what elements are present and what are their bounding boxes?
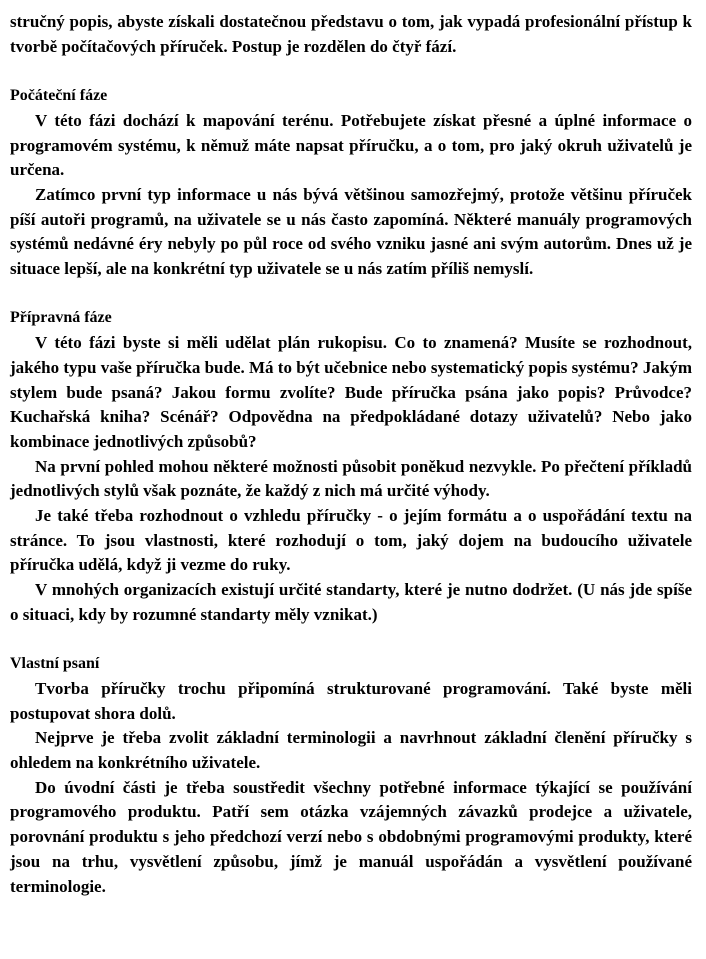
section-heading-initial-phase: Počáteční fáze (10, 87, 108, 105)
paragraph: Zatímco první typ informace u nás bývá většinou samozřejmý, protože většinu příruček píší autoři programů, na uživatele se u nás často zapomíná. Některé manuály programových systémů nedávné éry nebyly po půl roce od svého vzniku jasné ani svým autorům. Dnes už je situace lepší, ale na konkrétní typ uživatele se u nás zatím příliš nemyslí. (10, 184, 692, 279)
paragraph: Nejprve je třeba zvolit základní terminologii a navrhnout základní členění příručky s ohledem na konkrétního uživatele. (10, 728, 692, 773)
section-gap (10, 628, 692, 653)
paragraph: V této fázi dochází k mapování terénu. Potřebujete získat přesné a úplné informace o programovém systému, k němuž máte napsat příručku, a o tom, pro jaký okruh uživatelů je určena. (10, 110, 692, 180)
intro-paragraph: stručný popis, abyste získali dostatečnou představu o tom, jak vypadá profesionální přístup k tvorbě počítačových příruček. Postup je rozdělen do čtyř fází. (10, 12, 692, 56)
section-heading-writing: Vlastní psaní (10, 655, 100, 673)
section-gap (10, 59, 692, 84)
paragraph: Tvorba příručky trochu připomíná strukturované programování. Také byste měli postupovat shora dolů. (10, 678, 692, 723)
paragraph: V této fázi byste si měli udělat plán rukopisu. Co to znamená? Musíte se rozhodnout, jakého typu vaše příručka bude. Má to být učebnice nebo systematický popis systému? Jakým stylem bude psaná? Jakou formu zvolíte? Bude příručka psána jako popis? Průvodce? Kuchařská kniha? Scénář? Odpovědna na předpokládané dotazy uživatelů? Nebo jako kombinace jednotlivých způsobů? (10, 333, 692, 451)
paragraph: V mnohých organizacích existují určité standarty, které je nutno dodržet. (U nás jde spíše o situaci, kdy by rozumné standarty měly vznikat.) (10, 580, 692, 624)
paragraph: Na první pohled mohou některé možnosti působit poněkud nezvykle. Po přečtení příkladů jednotlivých stylů však poznáte, že každý z nich má určité výhody. (10, 456, 692, 501)
paragraph: Do úvodní části je třeba soustředit všechny potřebné informace týkající se používání programového produktu. Patří sem otázka vzájemných závazků prodejce a uživatele, porovnání produktu s jeho předchozí verzí nebo s obdobnými programovými produkty, které jsou na trhu, vysvětlení způsobu, jímž je manuál uspořádán a vysvětlení používané terminologie. (10, 777, 692, 896)
paragraph: Je také třeba rozhodnout o vzhledu příručky - o jejím formátu a o uspořádání textu na stránce. To jsou vlastnosti, které rozhodují o tom, jaký dojem na budoucího uživatele příručka udělá, když ji vezme do ruky. (10, 506, 692, 575)
section-gap (10, 282, 692, 307)
section-heading-preparation-phase: Přípravná fáze (10, 309, 112, 327)
